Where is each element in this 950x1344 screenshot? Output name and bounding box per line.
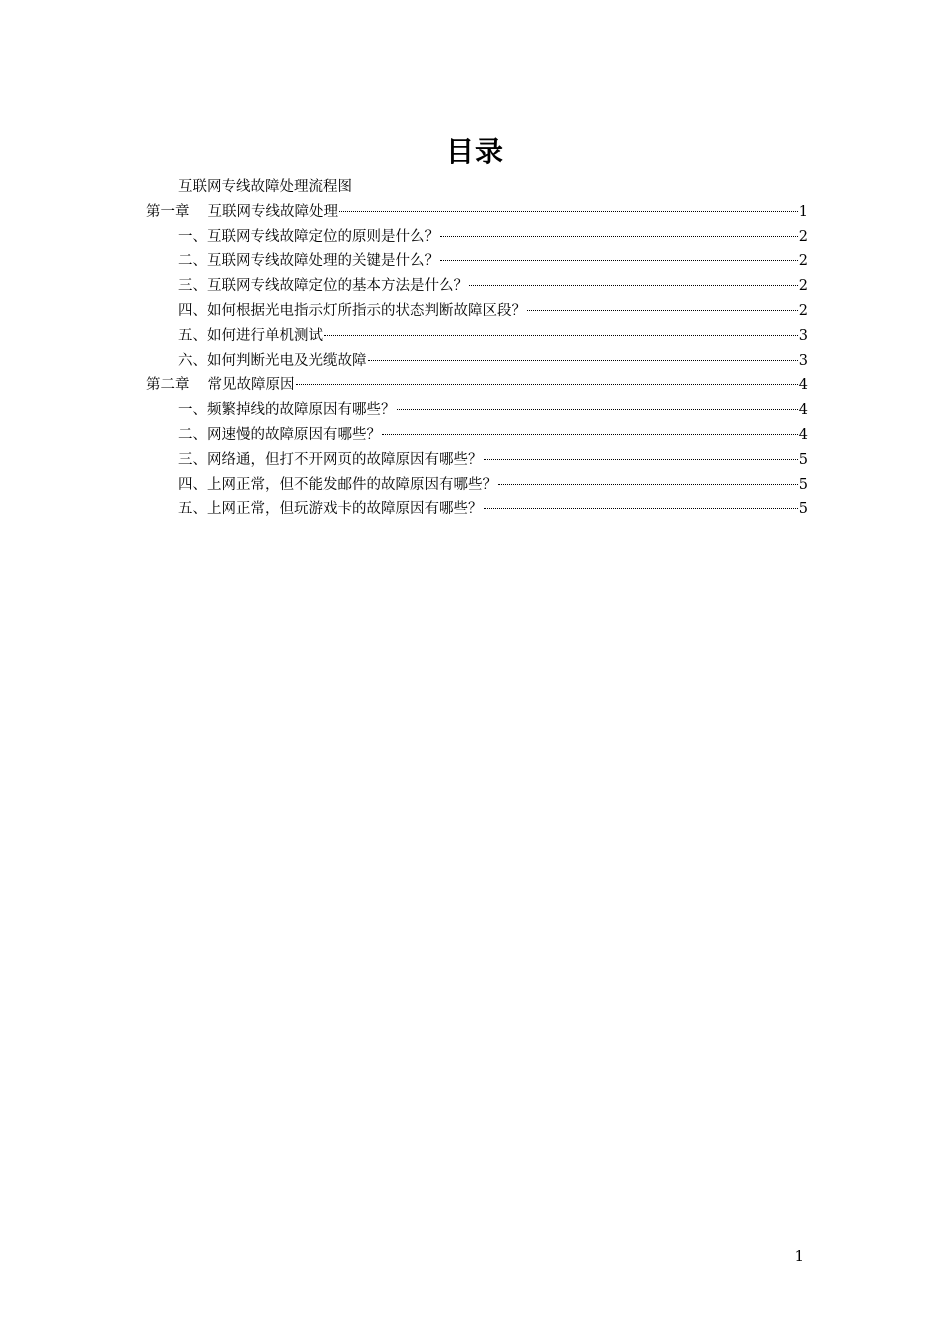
toc-section-label: 四、如何根据光电指示灯所指示的状态判断故障区段？	[178, 302, 526, 319]
toc-title: 目录	[445, 135, 504, 168]
toc-section-entry[interactable]	[146, 473, 808, 498]
toc-leader-dots	[440, 236, 798, 237]
toc-page-number: 5	[798, 451, 808, 468]
toc-page-number: 2	[798, 228, 808, 245]
toc-leader-dots	[382, 434, 798, 435]
toc-leader-dots	[324, 335, 798, 336]
toc-section-label: 二、网速慢的故障原因有哪些？	[178, 426, 381, 443]
toc-section-label: 三、网络通，但打不开网页的故障原因有哪些？	[178, 451, 483, 468]
toc-leader-dots	[469, 285, 798, 286]
toc-section-entry[interactable]	[146, 349, 808, 374]
toc-leader-dots	[368, 360, 798, 361]
toc-section-label: 六、如何判断光电及光缆故障	[178, 352, 367, 369]
toc-section-label: 三、互联网专线故障定位的基本方法是什么？	[178, 278, 468, 295]
toc-section-label: 一、互联网专线故障定位的原则是什么？	[178, 228, 439, 245]
toc-section-label: 五、上网正常，但玩游戏卡的故障原因有哪些？	[178, 501, 483, 518]
toc-intro-entry[interactable]	[146, 175, 808, 200]
toc-page-number: 3	[798, 327, 808, 344]
toc-section-entry[interactable]	[146, 299, 808, 324]
toc-section-entry[interactable]	[146, 274, 808, 299]
toc-leader-dots	[484, 459, 798, 460]
toc-section-entry[interactable]	[146, 497, 808, 522]
toc-page-number: 2	[798, 302, 808, 319]
toc-page-number: 5	[798, 501, 808, 518]
footer-page-number: 1	[794, 1247, 804, 1265]
toc-section-label: 四、上网正常，但不能发邮件的故障原因有哪些？	[178, 476, 497, 493]
toc-page-number: 4	[798, 426, 808, 443]
toc-page-number: 3	[798, 352, 808, 369]
toc-chapter-1[interactable]	[146, 200, 808, 225]
toc-intro-label: 互联网专线故障处理流程图	[178, 179, 352, 195]
toc-leader-dots	[498, 484, 798, 485]
toc-page-number: 1	[798, 203, 808, 220]
table-of-contents	[146, 175, 808, 522]
toc-section-label: 一、频繁掉线的故障原因有哪些？	[178, 402, 396, 419]
toc-section-label: 五、如何进行单机测试	[178, 327, 323, 344]
toc-chapter-number: 第一章	[146, 203, 190, 220]
toc-page-number: 2	[798, 253, 808, 270]
toc-page-number: 2	[798, 278, 808, 295]
toc-leader-dots	[397, 409, 798, 410]
toc-leader-dots	[527, 310, 798, 311]
toc-section-label: 二、互联网专线故障处理的关键是什么？	[178, 253, 439, 270]
toc-page-number: 5	[798, 476, 808, 493]
toc-section-entry[interactable]	[146, 225, 808, 250]
toc-leader-dots	[296, 384, 798, 385]
toc-leader-dots	[339, 211, 798, 212]
toc-leader-dots	[484, 508, 798, 509]
toc-chapter-label	[146, 373, 295, 398]
toc-page-number: 4	[798, 402, 808, 419]
toc-chapter-2[interactable]	[146, 373, 808, 398]
toc-section-entry[interactable]	[146, 423, 808, 448]
toc-section-entry[interactable]	[146, 249, 808, 274]
toc-page-number: 4	[798, 377, 808, 394]
toc-section-entry[interactable]	[146, 448, 808, 473]
toc-leader-dots	[440, 260, 798, 261]
toc-chapter-title: 常见故障原因	[207, 377, 295, 394]
toc-chapter-label	[146, 200, 338, 225]
toc-chapter-title: 互联网专线故障处理	[207, 203, 338, 220]
toc-chapter-number: 第二章	[146, 377, 190, 394]
toc-section-entry[interactable]	[146, 398, 808, 423]
toc-section-entry[interactable]	[146, 324, 808, 349]
